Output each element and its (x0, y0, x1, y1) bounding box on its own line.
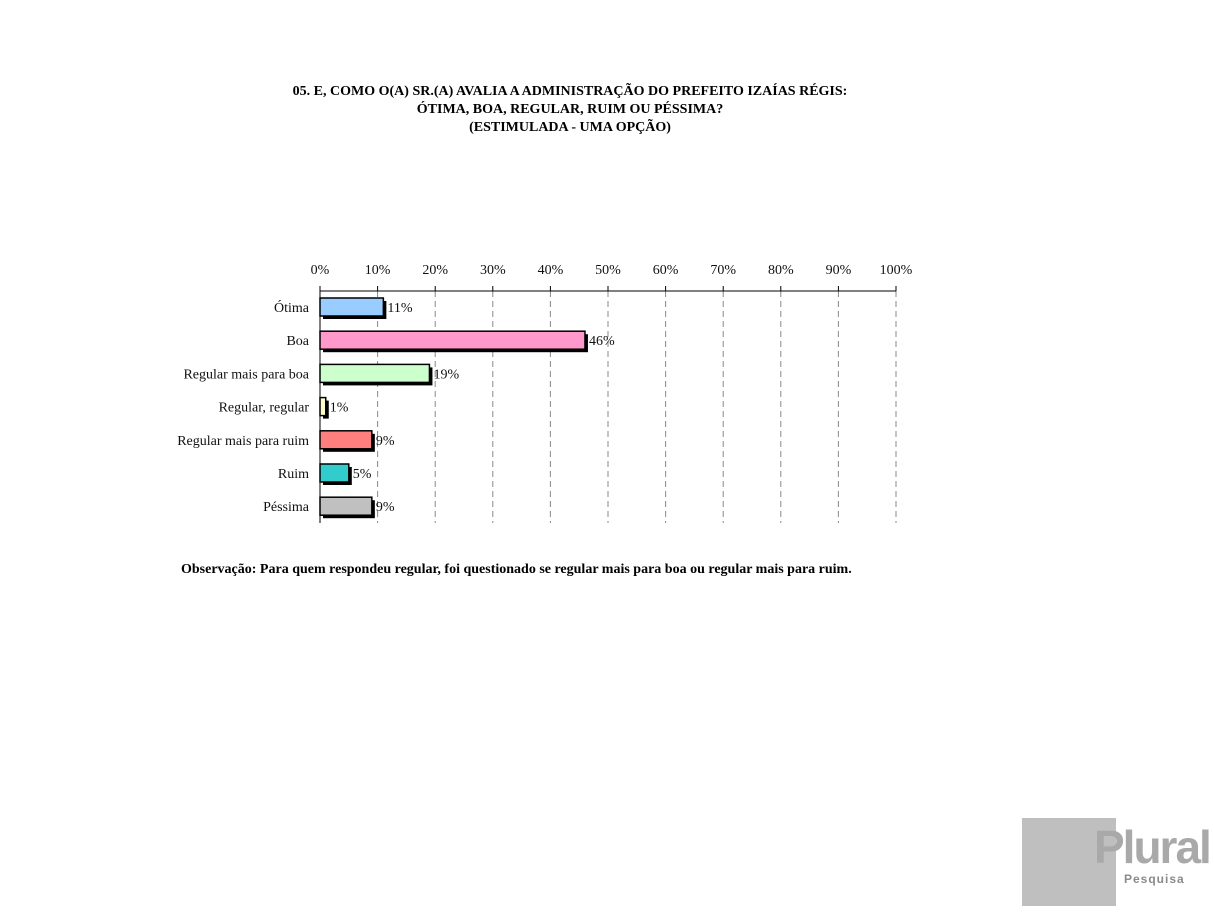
category-label: Regular mais para boa (183, 367, 309, 383)
value-label: 46% (588, 334, 615, 350)
x-tick-label: 80% (767, 263, 794, 278)
bars (320, 298, 588, 518)
category-labels (177, 299, 310, 515)
bar (320, 464, 349, 482)
x-tick-label: 60% (652, 263, 679, 278)
bar (320, 431, 372, 449)
x-tick-label: 50% (595, 263, 621, 278)
value-label: 9% (375, 433, 395, 449)
observation-note: Observação: Para quem respondeu regular, foi questionado se regular mais para boa ou regular mais para ruim. (181, 562, 852, 577)
x-tick-label: 40% (537, 263, 564, 278)
category-label: Péssima (263, 500, 309, 516)
grid-lines (375, 291, 896, 523)
x-tick-labels (311, 263, 913, 278)
plural-logo (1022, 818, 1210, 906)
category-label: Ótima (274, 301, 309, 316)
bar (320, 398, 326, 416)
title-line-1: 05. E, COMO O(A) SR.(A) AVALIA A ADMINISTRAÇÃO DO PREFEITO IZAÍAS RÉGIS: (292, 84, 848, 99)
bar (320, 497, 372, 515)
x-tick-label: 100% (879, 263, 913, 278)
x-tick-label: 70% (710, 263, 737, 278)
category-label: Regular, regular (218, 400, 309, 416)
bar (320, 364, 429, 382)
value-label: 19% (433, 367, 460, 383)
category-label: Boa (286, 334, 309, 350)
value-label: 1% (329, 400, 349, 416)
logo-word: Plural (1094, 821, 1210, 873)
value-label: 5% (352, 467, 372, 482)
bar (320, 331, 585, 349)
x-tick-label: 10% (364, 263, 391, 278)
title-line-3: (ESTIMULADA - UMA OPÇÃO) (469, 120, 671, 135)
value-label: 9% (375, 500, 395, 516)
category-label: Ruim (277, 467, 309, 482)
x-tick-label: 90% (825, 263, 852, 278)
logo-subtitle: Pesquisa (1124, 872, 1185, 886)
category-label: Regular mais para ruim (177, 433, 309, 449)
x-tick-label: 20% (422, 263, 449, 278)
bar (320, 298, 383, 316)
x-tick-label: 30% (479, 263, 506, 278)
x-tick-label: 0% (310, 263, 330, 278)
title-line-2: ÓTIMA, BOA, REGULAR, RUIM OU PÉSSIMA? (416, 102, 724, 117)
value-label: 11% (387, 301, 413, 316)
